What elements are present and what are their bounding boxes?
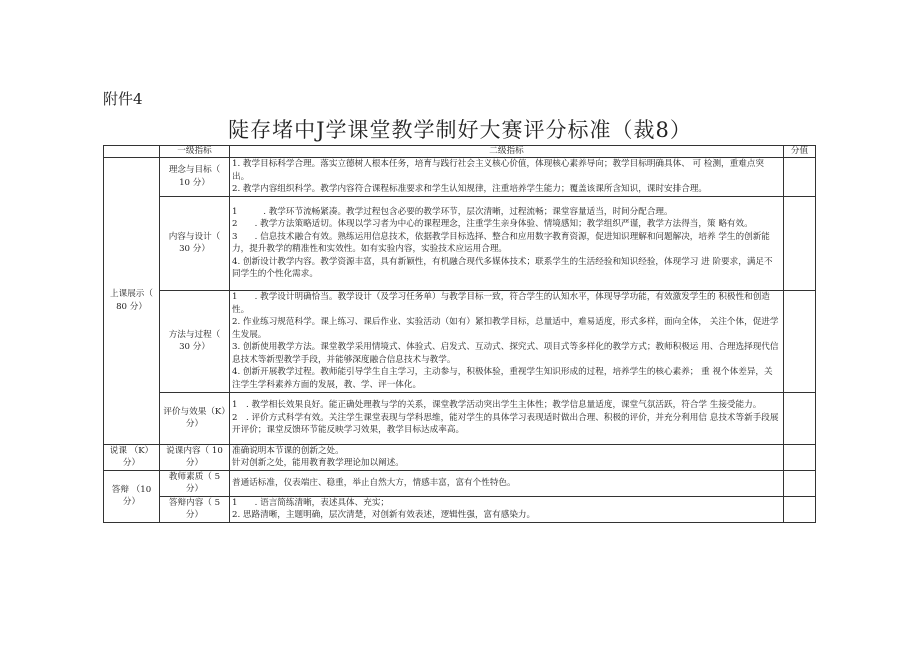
criteria-item: 普通话标准，仪表端庄、稳重，举止自然大方，情感丰富，富有个性特色。	[232, 477, 516, 488]
score-cell	[784, 470, 816, 496]
indicator-cell: 教师素质（ 5 分）	[160, 470, 230, 496]
criteria-cell	[230, 470, 784, 496]
criteria-item: 1 . 语言简练清晰，表述具体、充实；	[232, 497, 390, 508]
header-level-one: 一级指标	[160, 146, 230, 158]
page-title: 陡存堵中J学课堂教学制好大赛评分标准（裁8）	[228, 118, 692, 142]
criteria-item: 1 . 教学设计明确恰当。教学设计（及学习任务单）与教学目标一致，符合学生的认知水平，体现导学功能，有效激发学生的 积极性和创造性。	[232, 292, 770, 315]
table-row	[104, 470, 816, 496]
table-row	[104, 158, 816, 197]
score-cell	[784, 196, 816, 290]
indicator-cell: 内容与设计（ 30 分）	[160, 196, 230, 290]
indicator-cell: 答辩内容（ 5 分）	[160, 496, 230, 522]
criteria-item: 1 . 教学环节流畅紧凑。教学过程包含必要的教学环节，层次清晰，过程流畅；课堂容量适当，时间分配合理。	[232, 206, 673, 217]
score-cell	[784, 496, 816, 522]
criteria-cell	[230, 392, 784, 444]
header-group	[104, 146, 160, 158]
criteria-item: 准确说明本节课的创新之处。	[232, 445, 344, 456]
table-row	[104, 392, 816, 444]
criteria-item: 2 . 教学方法策略适切。体现以学习者为中心的课程理念，注重学生亲身体验、情境感知；教学组织严谨，教学方法得当，策 略有效。	[232, 219, 753, 229]
criteria-cell	[230, 196, 784, 290]
header-score: 分值	[784, 146, 816, 158]
criteria-item: 1 . 教学相长效果良好。能正确处理教与学的关系，课堂教学活动突出学生主体性；教学信息量适度，课堂气氛活跃，符合学 生接受能力。	[232, 400, 762, 411]
criteria-item: 1. 教学目标科学合理。落实立德树人根本任务，培育与践行社会主义核心价值，体现核心素养导向；教学目标明确具体、 可 检测，重难点突出。	[232, 159, 765, 182]
criteria-item: 4. 创新开展教学过程。教师能引导学生自主学习，主动参与，积极体验，重视学生知识形成的过程，培养学生的核心素养； 重 视个体差异，关注学生学科素养方面的发展，教、学、评一体化。	[232, 367, 773, 390]
criteria-item: 2. 作业练习规范科学。课上练习、课后作业、实验活动（如有）紧扣教学目标，总量适中，难易适度，形式多样，面向全体， 关注个体，促进学生发展。	[232, 317, 779, 340]
criteria-cell	[230, 290, 784, 392]
criteria-cell	[230, 158, 784, 197]
score-cell	[784, 444, 816, 470]
indicator-cell: 评价与效果（K）分）	[160, 392, 230, 444]
group-talk: 说课 （K）分）	[104, 444, 160, 470]
score-cell	[784, 290, 816, 392]
criteria-item: 2 . 评价方式科学有效。关注学生课堂表现与学科思维，能对学生的具体学习表现适时做出合理、积极的评价，并充分利用信 息技术等新手段展开评价；课堂反馈环节能反映学习效果，教学目标达成率高。	[232, 412, 779, 436]
criteria-cell	[230, 496, 784, 522]
table-row	[104, 290, 816, 392]
annex-label: 附件4	[103, 90, 143, 108]
table-row	[104, 196, 816, 290]
criteria-item: 针对创新之处，能用教育教学理论加以阐述。	[232, 458, 404, 468]
group-defense: 答辩 （10 分）	[104, 470, 160, 522]
criteria-item: 4. 创新设计教学内容。教学资源丰富，具有新颖性，有机融合现代多媒体技术；联系学生的生活经验和知识经验，体现学习 进 阶要求，满足不同学生的个性化需求。	[232, 256, 773, 279]
score-cell	[784, 158, 816, 197]
table-header-row	[104, 146, 816, 158]
criteria-cell	[230, 444, 784, 470]
indicator-cell: 理念与目标（ 10 分）	[160, 158, 230, 197]
score-cell	[784, 392, 816, 444]
criteria-item: 3 . 信息技术融合有效。熟练运用信息技术，依据教学目标选择、整合和应用数字教育资源，促进知识理解和问题解决，培养 学生的创新能力，提升教学的精准性和实效性。如有实验内容，实验技术应运用合理。	[232, 231, 770, 254]
group-class-display: 上课展示（ 80 分）	[104, 158, 160, 445]
table-row	[104, 444, 816, 470]
indicator-cell: 说课内容（ 10 分）	[160, 444, 230, 470]
criteria-item: 3. 创新使用教学方法。课堂教学采用情境式、体验式、启发式、互动式、探究式、项目式等多样化的教学方式；教师积极运 用、合理选择现代信息技术等新型教学手段，并能够深度融合信息技术与教学。	[232, 342, 779, 365]
indicator-cell: 方法与过程（ 30 分）	[160, 290, 230, 392]
criteria-item: 2. 思路清晰，主题明确，层次清楚，对创新有效表述，逻辑性强，富有感染力。	[232, 510, 536, 520]
scoring-table	[103, 145, 816, 523]
table-row	[104, 496, 816, 522]
criteria-item: 2. 教学内容组织科学。教学内容符合课程标准要求和学生认知规律，注重培养学生能力；覆盖该课所含知识，课时安排合理。	[232, 184, 707, 194]
header-level-two: 二级指标	[230, 146, 784, 158]
